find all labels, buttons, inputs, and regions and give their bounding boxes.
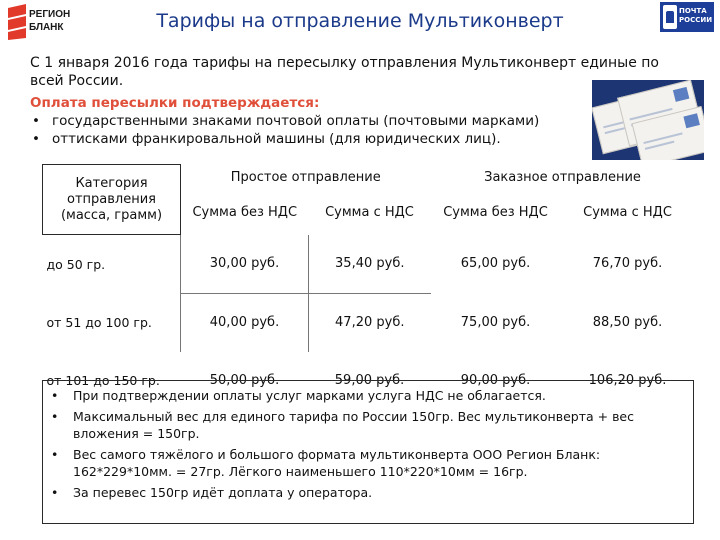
confirmation-item: • государственными знаками почтовой оплаты (почтовыми марками) bbox=[30, 112, 590, 130]
logo-line-2: БЛАНК bbox=[29, 22, 64, 33]
note-item: • Максимальный вес для единого тарифа по России 150гр. Вес мультиконверта + вес вложения = 150гр. bbox=[73, 408, 685, 442]
weight-category: от 51 до 100 гр. bbox=[46, 314, 152, 330]
intro-text: С 1 января 2016 года тарифы на пересылку отправления Мультиконверт единые по всей России. bbox=[30, 55, 659, 89]
note-item: • При подтверждении оплаты услуг марками услуга НДС не облагается. bbox=[73, 387, 685, 404]
price-cell: 35,40 руб. bbox=[309, 235, 431, 294]
tariff-table bbox=[42, 164, 695, 410]
notes-box bbox=[42, 380, 694, 524]
confirmation-item: • оттисками франкировальной машины (для юридических лиц). bbox=[30, 130, 590, 148]
price-cell: 40,00 руб. bbox=[181, 293, 309, 352]
page-title: Тарифы на отправление Мультиконверт bbox=[156, 10, 564, 32]
price-cell: 90,00 руб. bbox=[460, 373, 531, 388]
price-cell: 88,50 руб. bbox=[592, 314, 663, 330]
subheader-cell: Сумма с НДС bbox=[325, 205, 414, 220]
post-logo-line-2: РОССИИ bbox=[679, 16, 713, 24]
subheader-cell: Сумма без НДС bbox=[192, 205, 298, 220]
post-logo-line-1: ПОЧТА bbox=[679, 7, 707, 15]
price-cell: 30,00 руб. bbox=[181, 235, 309, 294]
table-header-row bbox=[43, 165, 695, 191]
group-header-registered: Заказное отправление bbox=[484, 170, 641, 185]
price-cell: 59,00 руб. bbox=[334, 373, 405, 388]
note-item: • За перевес 150гр идёт доплата у оператора. bbox=[73, 484, 685, 501]
table-row bbox=[43, 293, 695, 352]
note-item: • Вес самого тяжёлого и большого формата мультиконверта ООО Регион Бланк: 162*229*10мм. = 27гр. Лёгкого наименьшего 110*220*10мм = 16гр. bbox=[73, 446, 685, 480]
payment-confirmation bbox=[30, 94, 590, 148]
price-cell: 50,00 руб. bbox=[209, 373, 280, 388]
price-cell: 75,00 руб. bbox=[460, 314, 531, 330]
category-header: Категория отправления (масса, грамм) bbox=[43, 165, 181, 235]
weight-category: от 101 до 150 гр. bbox=[46, 373, 160, 388]
price-cell: 65,00 руб. bbox=[460, 256, 531, 272]
envelopes-image bbox=[592, 80, 704, 160]
group-header-simple: Простое отправление bbox=[230, 170, 381, 185]
price-cell: 106,20 руб. bbox=[588, 373, 667, 388]
subheader-cell: Сумма с НДС bbox=[583, 205, 672, 220]
table-row bbox=[43, 235, 695, 294]
weight-category: до 50 гр. bbox=[46, 256, 106, 272]
confirmation-heading: Оплата пересылки подтверждается: bbox=[30, 95, 320, 111]
price-cell: 76,70 руб. bbox=[592, 256, 663, 272]
price-cell: 47,20 руб. bbox=[309, 293, 431, 352]
subheader-cell: Сумма без НДС bbox=[443, 205, 548, 220]
logo-line-1: РЕГИОН bbox=[29, 9, 71, 20]
